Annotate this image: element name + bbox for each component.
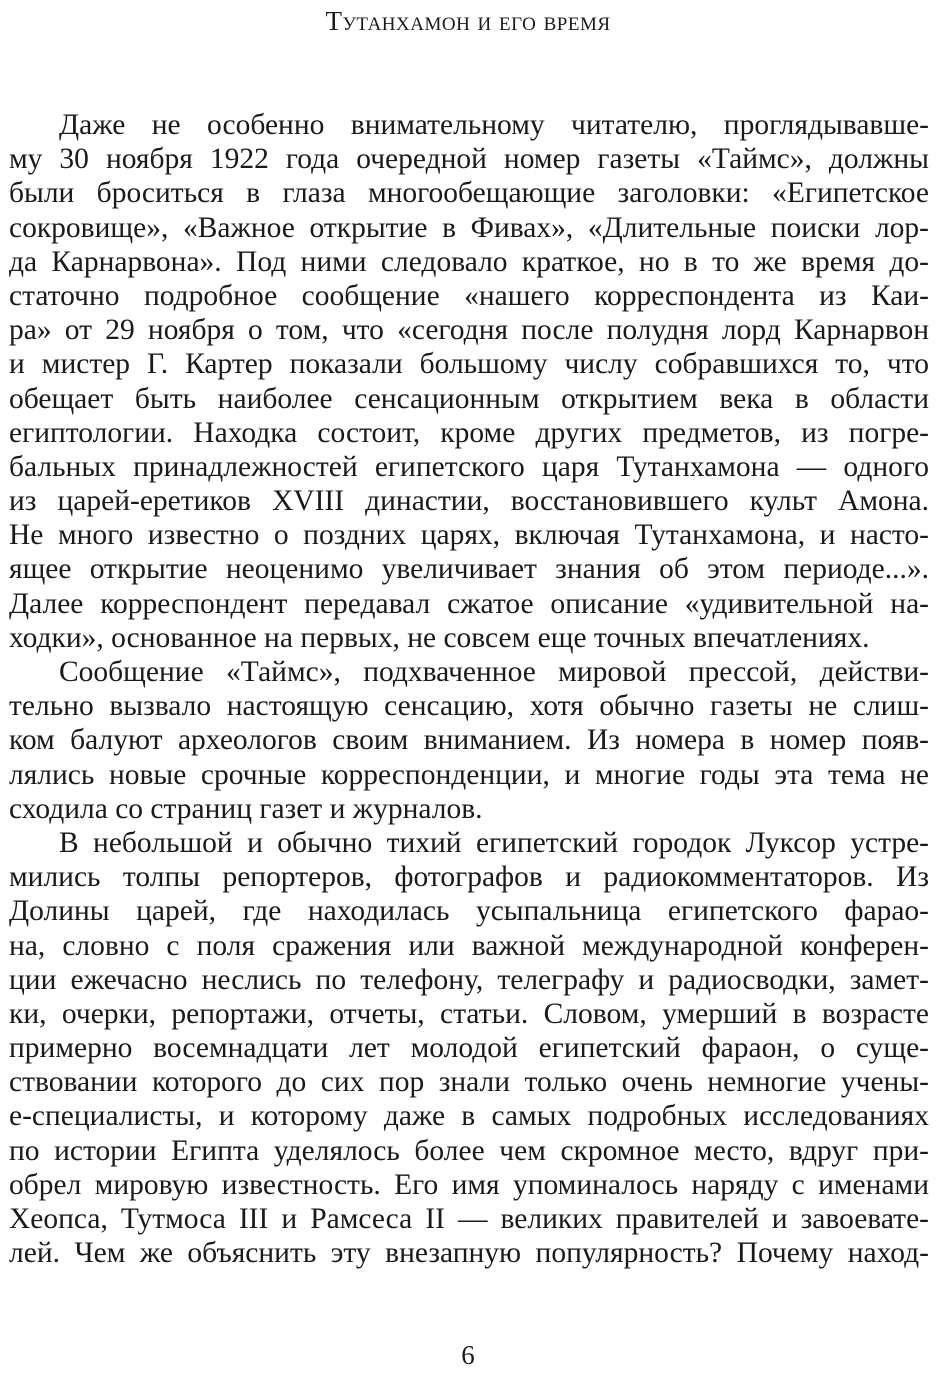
page-number: 6 xyxy=(461,1340,475,1370)
text-line: ции ежечасно неслись по телефону, телеграфу и радиосводки, замет- xyxy=(9,963,929,996)
text-line: ки, очерки, репортажи, отчеты, статьи. Словом, умерший в возрасте xyxy=(9,997,929,1030)
text-line: е-специалисты, и которому даже в самых подробных исследованиях xyxy=(9,1100,929,1133)
text-line: Долины царей, где находилась усыпальница египетского фарао- xyxy=(9,895,929,928)
text-line: му 30 ноября 1922 года очередной номер газеты «Таймс», должны xyxy=(9,143,929,176)
text-line: В небольшой и обычно тихий египетский городок Луксор устре- xyxy=(59,826,929,859)
text-line: ком балуют археологов своим вниманием. Из номера в номер появ- xyxy=(9,724,929,757)
text-line: Сообщение «Таймс», подхваченное мировой прессой, действи- xyxy=(59,656,929,688)
text-line: тельно вызвало настоящую сенсацию, хотя обычно газеты не слиш- xyxy=(9,690,929,723)
text-line: статочно подробное сообщение «нашего корреспондента из Каи- xyxy=(9,279,929,312)
text-line: да Карнарвона». Под ними следовало краткое, но в то же время до- xyxy=(9,245,929,278)
text-line: Не много известно о поздних царях, включая Тутанхамона, и насто- xyxy=(9,519,929,552)
body-text xyxy=(9,108,929,1270)
text-line: египтологии. Находка состоит, кроме других предметов, из погре- xyxy=(9,416,929,449)
text-line: мились толпы репортеров, фотографов и радиокомментаторов. Из xyxy=(9,861,929,894)
text-line: из царей-еретиков XVIII династии, восстановившего культ Амона. xyxy=(9,485,929,518)
text-line: ходки», основанное на первых, не совсем еще точных впечатлениях. xyxy=(9,621,870,654)
text-line: на, словно с поля сражения или важной международной конферен- xyxy=(9,929,929,962)
text-line: обещает быть наиболее сенсационным открытием века в области xyxy=(9,382,929,415)
text-line: бальных принадлежностей египетского царя Тутанхамона — одного xyxy=(9,450,929,483)
text-line: ящее открытие неоценимо увеличивает знания об этом периоде...». xyxy=(9,553,929,586)
text-line: Даже не особенно внимательному читателю, проглядывавше- xyxy=(59,109,929,141)
text-line: лялись новые срочные корреспонденции, и многие годы эта тема не xyxy=(9,758,929,791)
text-line: и мистер Г. Картер показали большому числу собравшихся то, что xyxy=(9,348,929,381)
text-line: Далее корреспондент передавал сжатое описание «удивительной на- xyxy=(9,587,929,620)
text-line: сокровище», «Важное открытие в Фивах», «Длительные поиски лор- xyxy=(9,211,929,244)
text-line: сходила со страниц газет и журналов. xyxy=(9,792,483,825)
text-line: по истории Египта уделялось более чем скромное место, вдруг при- xyxy=(9,1134,929,1167)
text-line: обрел мировую известность. Его имя упоминалось наряду с именами xyxy=(9,1168,929,1201)
text-line: лей. Чем же объяснить эту внезапную популярность? Почему наход- xyxy=(9,1237,929,1270)
text-line: ствовании которого до сих пор знали только очень немногие учены- xyxy=(9,1066,929,1099)
text-line: примерно восемнадцати лет молодой египетский фараон, о суще- xyxy=(9,1032,929,1065)
text-line: были броситься в глаза многообещающие заголовки: «Египетское xyxy=(9,177,929,210)
text-line: ра» от 29 ноября о том, что «сегодня после полудня лорд Карнарвон xyxy=(9,314,929,347)
text-line: Хеопса, Тутмоса III и Рамсеса II — великих правителей и завоевате- xyxy=(9,1203,929,1235)
running-header: Тутанхамон и его время xyxy=(325,6,611,36)
